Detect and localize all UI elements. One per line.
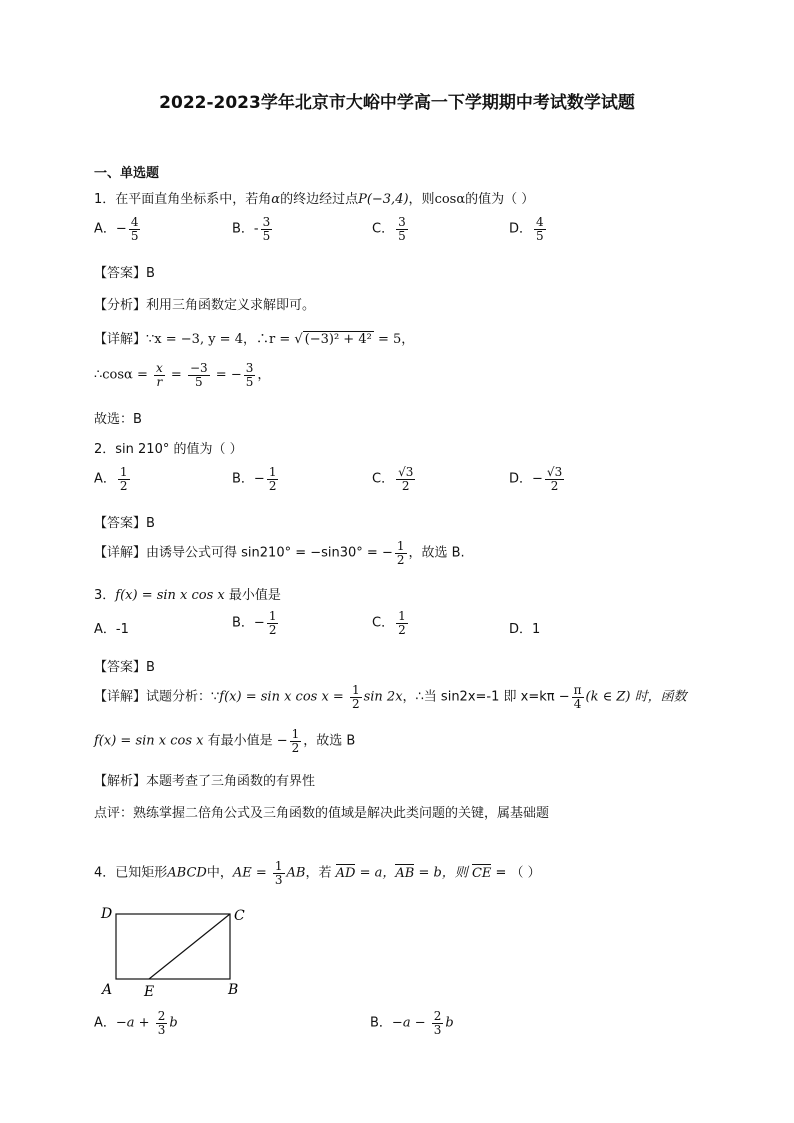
- q2-answer: 【答案】B: [94, 516, 155, 531]
- q2-options: [94, 466, 694, 502]
- rectangle-abcd: [116, 914, 230, 979]
- vertex-c-label: C: [234, 908, 245, 924]
- q2-option-b[interactable]: B．− $\frac{1}{2}$: [232, 465, 277, 493]
- q3-options: [94, 610, 694, 646]
- q1-answer: 【答案】B: [94, 266, 155, 281]
- q4-options: [94, 1010, 694, 1046]
- q4-option-a[interactable]: A．−a + $\frac{2}{3}$ b: [94, 1009, 178, 1037]
- vertex-d-label: D: [101, 906, 113, 922]
- section-heading: 一、单选题: [94, 166, 160, 181]
- q2-detail: 【详解】由诱导公式可得 sin210° = −sin30° = − $\frac{1}{2}$ ，故选 B.: [94, 539, 465, 567]
- q4-stem: 4．已知矩形ABCD中，AE = $\frac{1}{3}$ AB，若 AD = a，AB = b，则 CE = （ ）: [94, 859, 541, 887]
- vertex-b-label: B: [228, 982, 239, 998]
- document-title: 2022-2023学年北京市大峪中学高一下学期期中考试数学试题: [159, 93, 635, 113]
- q3-option-b[interactable]: B．− $\frac{1}{2}$: [232, 609, 277, 637]
- segment-ce: [149, 914, 230, 979]
- point-e-label: E: [144, 984, 155, 1000]
- q1-option-a[interactable]: A．− $\frac{4}{5}$: [94, 215, 139, 243]
- q3-stem: 3．f(x) = sin x cos x 最小值是: [94, 588, 281, 603]
- q3-option-c[interactable]: C． $\frac{1}{2}$: [372, 609, 406, 637]
- q1-detail: 【详解】∵x = −3, y = 4，∴r = √ (−3)² + 4² = 5，: [94, 332, 415, 347]
- q3-detail: 【详解】试题分析：∵f(x) = sin x cos x = $\frac{1}{2}$ sin 2x，∴当 sin2x=-1 即 x=kπ − $\frac{\pi}{4}$ (k ∈ Z) 时，函数: [94, 683, 687, 711]
- q1-choice: 故选：B: [94, 412, 142, 427]
- q3-option-d[interactable]: D．1: [509, 622, 541, 637]
- q1-option-b[interactable]: B．- $\frac{3}{5}$: [232, 215, 271, 243]
- q1-stem: 1．在平面直角坐标系中，若角α的终边经过点P(−3,4)，则cosα的值为（ ）: [94, 192, 535, 207]
- q3-comment: 点评：熟练掌握二倍角公式及三角函数的值域是解决此类问题的关键，属基础题: [94, 806, 550, 821]
- vertex-a-label: A: [102, 982, 113, 998]
- q1-detail-2: ∴cosα = $\frac{x}{r}$ = $\frac{-3}{5}$ = − $\frac{3}{5}$ ，: [94, 361, 271, 389]
- q1-option-c[interactable]: C． $\frac{3}{5}$: [372, 215, 406, 243]
- q3-option-a[interactable]: A．-1: [94, 622, 129, 637]
- q1-option-d[interactable]: D． $\frac{4}{5}$: [509, 215, 544, 243]
- q2-option-a[interactable]: A． $\frac{1}{2}$: [94, 465, 128, 493]
- q3-explain: 【解析】本题考查了三角函数的有界性: [94, 774, 316, 789]
- q2-option-c[interactable]: C． $\frac{√3}{2}$: [372, 465, 414, 493]
- rectangle-figure: [98, 900, 258, 1002]
- q1-options: [94, 216, 694, 252]
- q4-option-b[interactable]: B．−a − $\frac{2}{3}$ b: [370, 1009, 454, 1037]
- q1-analysis: 【分析】利用三角函数定义求解即可。: [94, 298, 316, 313]
- q2-option-d[interactable]: D．− $\frac{√3}{2}$: [509, 465, 563, 493]
- q3-detail-2: f(x) = sin x cos x 有最小值是 − $\frac{1}{2}$ ，故选 B: [94, 727, 356, 755]
- q3-answer: 【答案】B: [94, 660, 155, 675]
- q2-stem: 2．sin 210° 的值为（ ）: [94, 442, 243, 457]
